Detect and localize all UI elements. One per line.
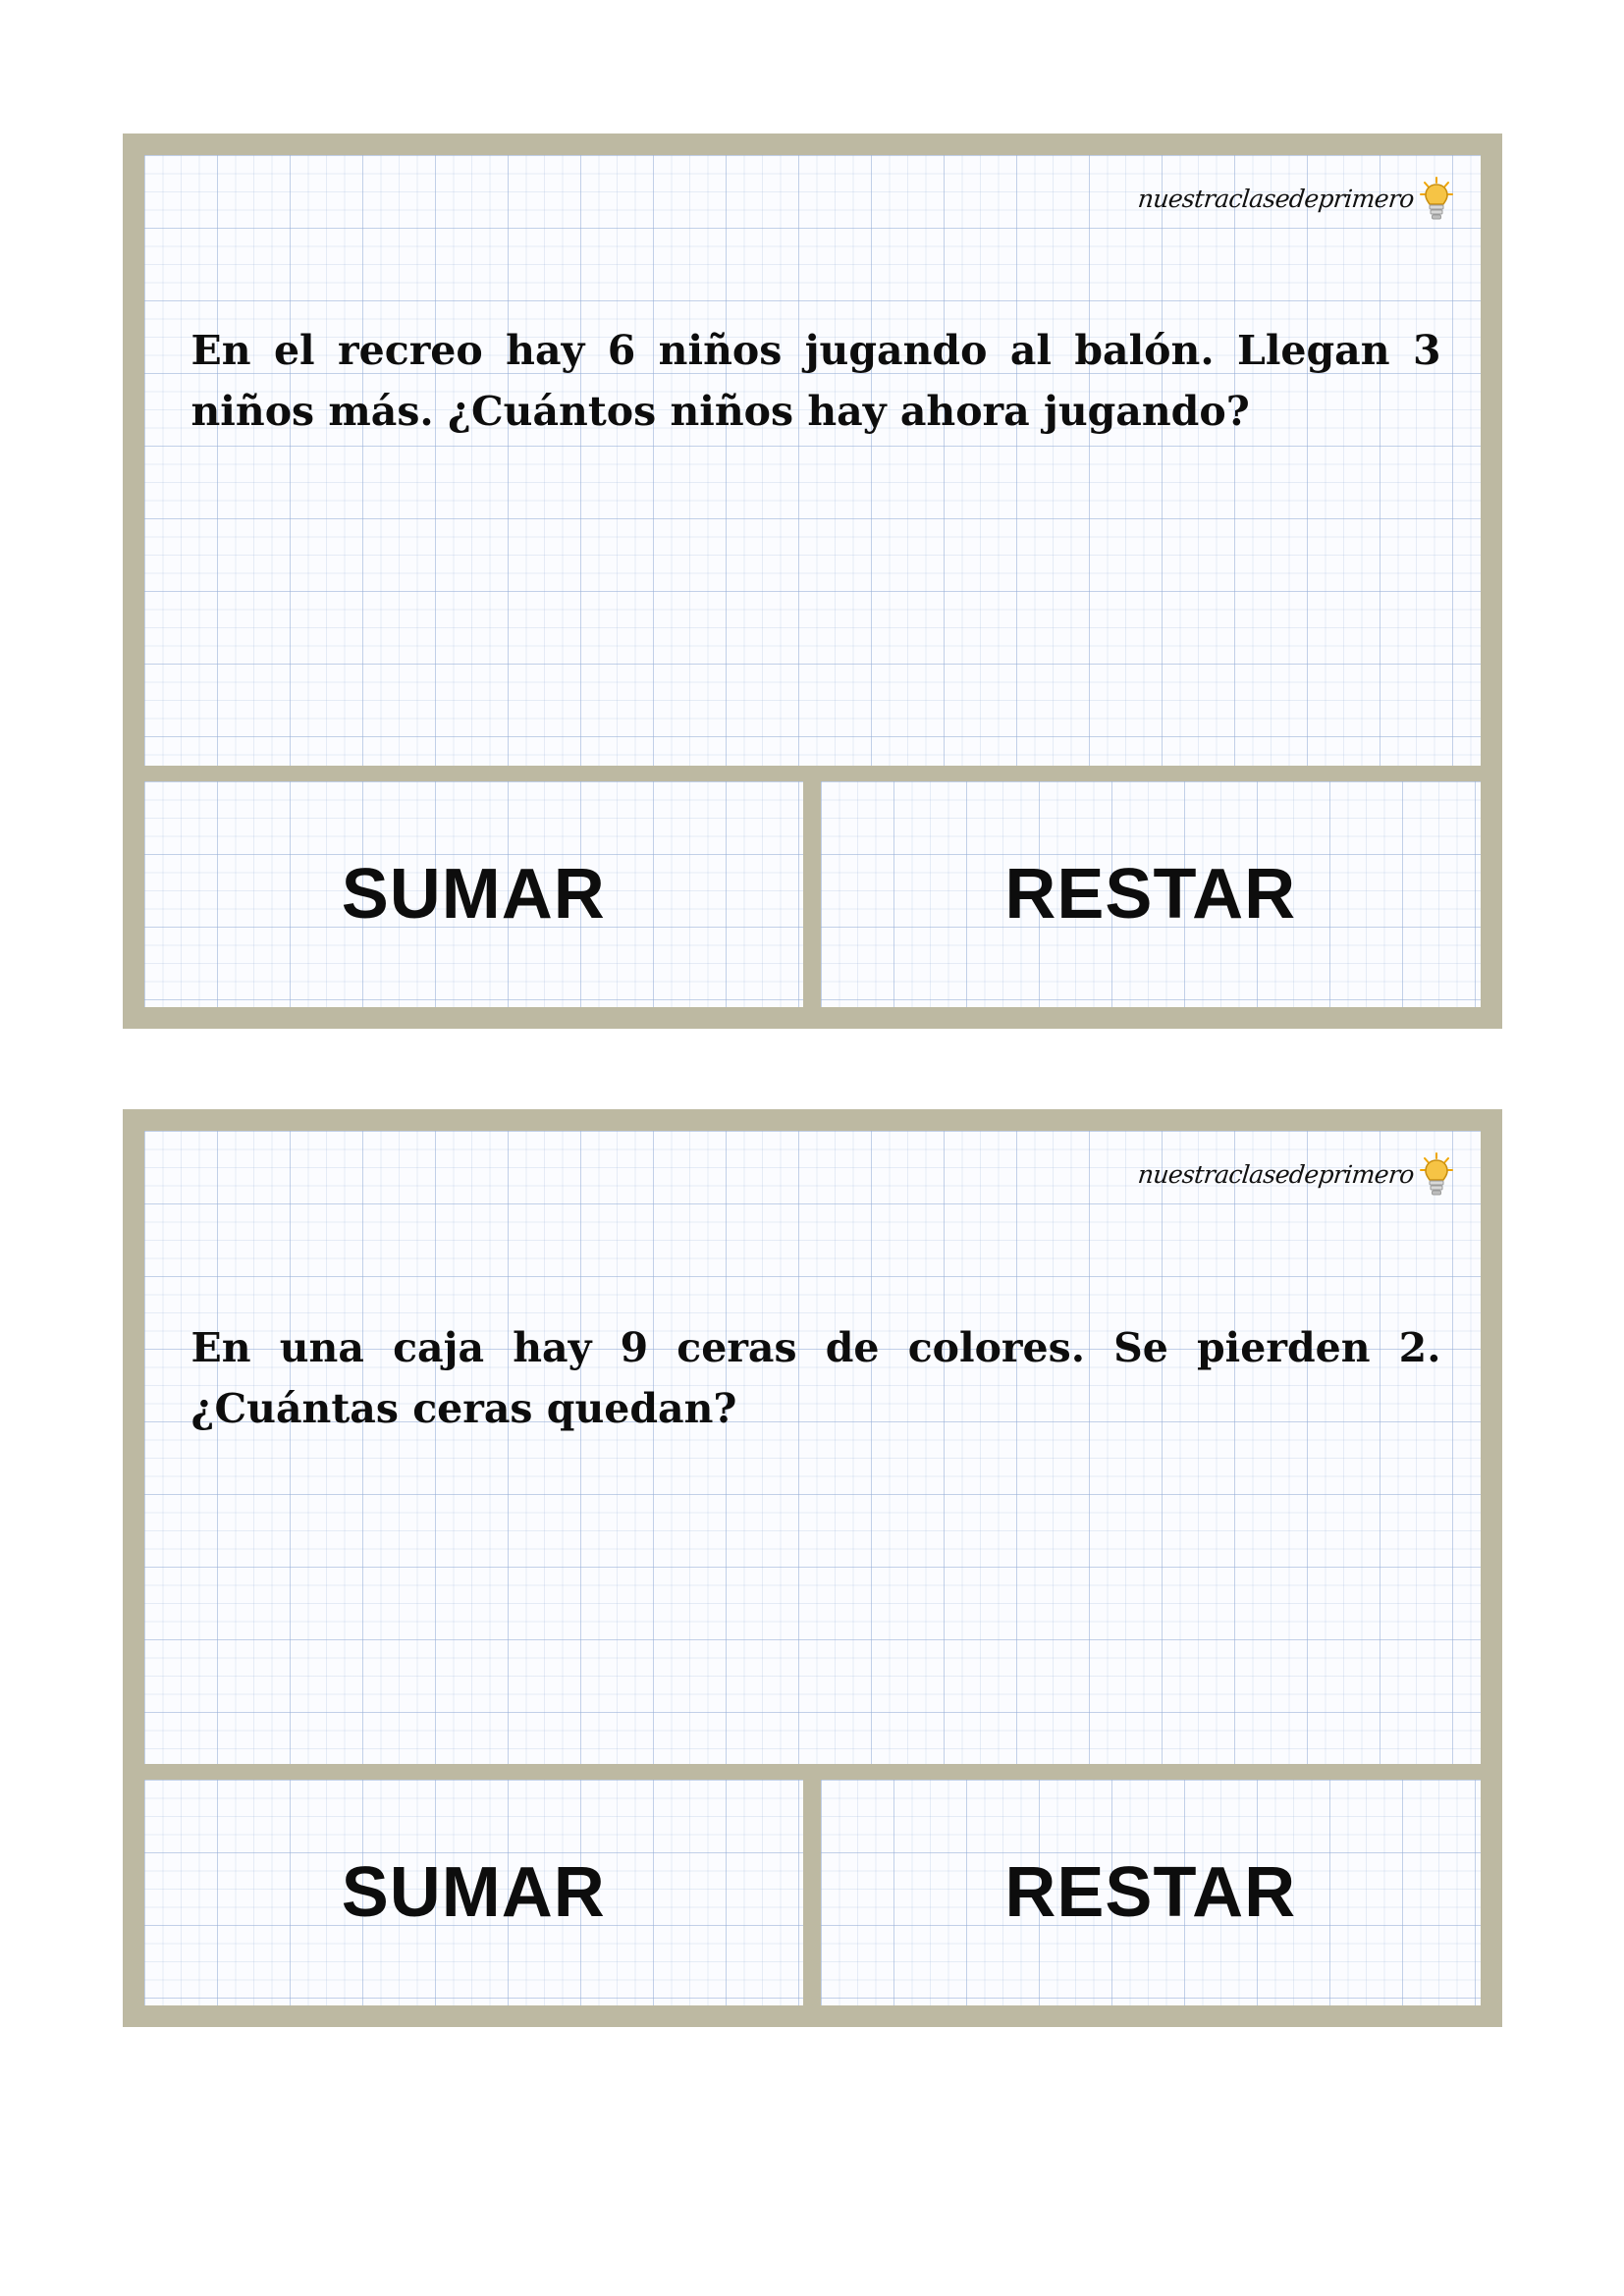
answer-options-1 <box>144 781 1481 1007</box>
brand-1 <box>1138 177 1453 220</box>
brand-label: nuestraclasedeprimero <box>1136 184 1416 213</box>
answer-options-2 <box>144 1780 1481 2005</box>
lightbulb-icon <box>1420 177 1453 220</box>
brand-label: nuestraclasedeprimero <box>1136 1159 1416 1189</box>
problem-panel-2 <box>144 1131 1481 1764</box>
answer-button-restar[interactable]: RESTAR <box>821 781 1481 1007</box>
lightbulb-icon <box>1420 1152 1453 1196</box>
brand-2 <box>1138 1152 1453 1196</box>
problem-card-1 <box>123 133 1502 1029</box>
answer-button-sumar[interactable]: SUMAR <box>144 781 804 1007</box>
problem-card-2 <box>123 1109 1502 2027</box>
answer-button-restar[interactable]: RESTAR <box>821 1780 1481 2005</box>
problem-statement: En el recreo hay 6 niños jugando al balón. Llegan 3 niños más. ¿Cuántos niños hay ahora jugando? <box>190 327 1441 436</box>
answer-button-sumar[interactable]: SUMAR <box>144 1780 804 2005</box>
problem-statement: En una caja hay 9 ceras de colores. Se pierden 2. ¿Cuántas ceras quedan? <box>190 1324 1441 1433</box>
problem-panel-1 <box>144 155 1481 766</box>
